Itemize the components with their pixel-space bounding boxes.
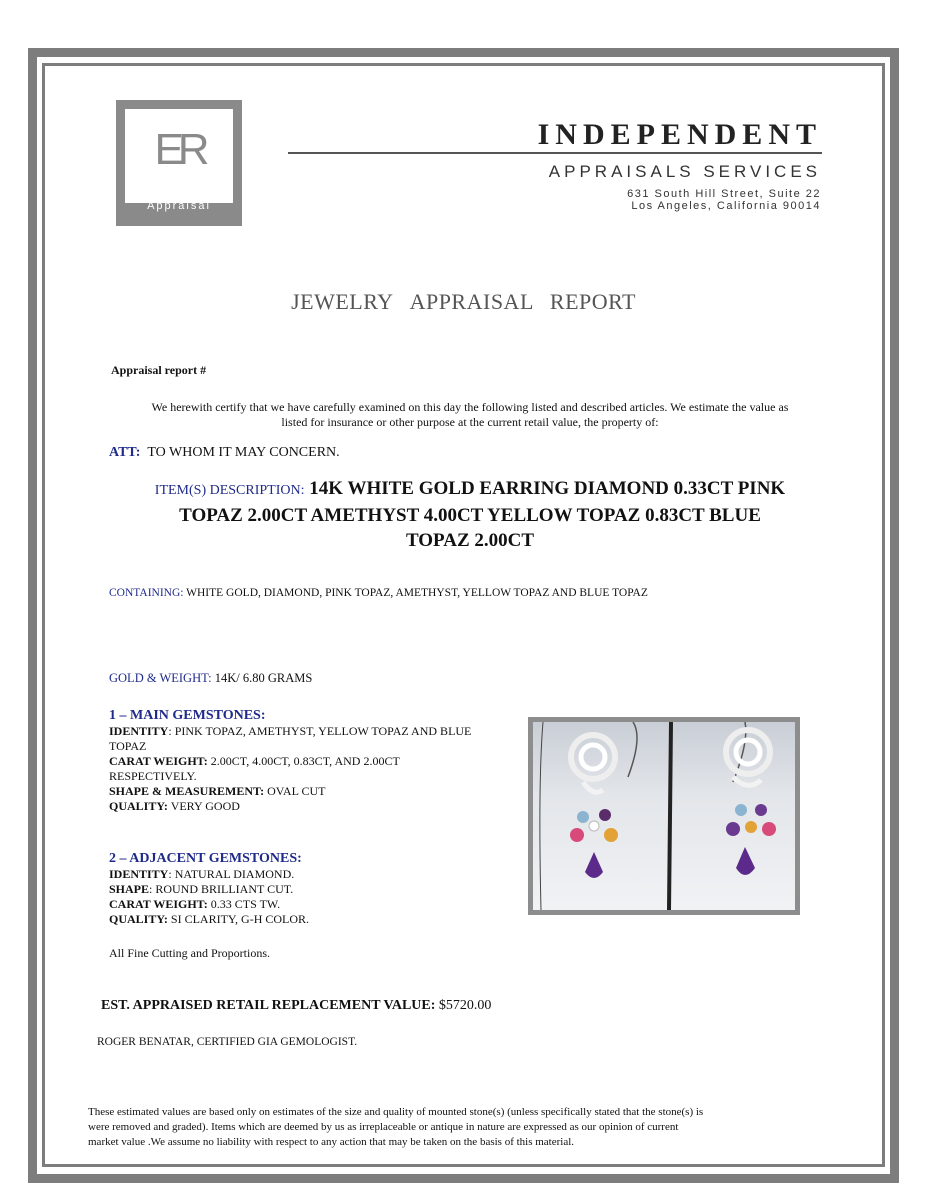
appraised-value-line: EST. APPRAISED RETAIL REPLACEMENT VALUE: $5720.00	[101, 998, 492, 1013]
att-line: ATT: TO WHOM IT MAY CONCERN.	[109, 445, 340, 460]
earring-image	[533, 722, 795, 910]
logo-mark: ER	[154, 125, 204, 174]
main-gemstones-section: 1 – MAIN GEMSTONES: IDENTITY: PINK TOPAZ, AMETHYST, YELLOW TOPAZ AND BLUE TOPAZ CARAT WEIGHT: 2.00CT, 4.00CT, 0.83CT, AND 2.00CT RESPECTIVELY. SHAPE & MEASUREMENT: OVAL CUT QUALITY: VERY GOOD	[109, 708, 509, 814]
report-title: JEWELRY APPRAISAL REPORT	[291, 289, 636, 314]
earring-photo	[528, 717, 800, 915]
containing-line: CONTAINING: WHITE GOLD, DIAMOND, PINK TOPAZ, AMETHYST, YELLOW TOPAZ AND BLUE TOPAZ	[109, 587, 648, 599]
gemologist-signature: ROGER BENATAR, CERTIFIED GIA GEMOLOGIST.	[97, 1036, 358, 1048]
gold-weight-line: GOLD & WEIGHT: 14K/ 6.80 GRAMS	[109, 671, 313, 685]
address-line-2: Los Angeles, California 90014	[631, 200, 821, 212]
company-name: INDEPENDENT	[537, 118, 822, 151]
certify-line-2: listed for insurance or other purpose at the current retail value, the property of:	[281, 415, 659, 429]
adjacent-gemstones-section: 2 – ADJACENT GEMSTONES: IDENTITY: NATURAL DIAMOND. SHAPE: ROUND BRILLIANT CUT. CARAT WEIGHT: 0.33 CTS TW. QUALITY: SI CLARITY, G-H COLOR.	[109, 851, 509, 927]
logo-subtitle: Appraisal	[147, 200, 211, 212]
company-subtitle: APPRAISALS SERVICES	[548, 162, 821, 181]
header-divider	[288, 152, 822, 154]
appraised-value-amount: $5720.00	[438, 998, 492, 1013]
address-line-1: 631 South Hill Street, Suite 22	[627, 188, 821, 200]
report-number-label: Appraisal report #	[111, 363, 207, 377]
disclaimer: These estimated values are based only on estimates of the size and quality of mounted stone(s) (unless specifically stated that the stone(s) is were removed and graded). Items which are deemed by us as irreplaceable or antique in nature are expressed as our opinion of current market value .We assume no liability with respect to any action that may be taken on the basis of this material.	[88, 1106, 704, 1148]
certify-line-1: We herewith certify that we have carefully examined on this day the following listed and described articles. We estimate the value as	[151, 400, 789, 414]
adjacent-gemstones-heading: 2 – ADJACENT GEMSTONES:	[109, 851, 302, 866]
main-gemstones-heading: 1 – MAIN GEMSTONES:	[109, 708, 266, 723]
company-logo	[116, 100, 242, 226]
item-description: ITEM(S) DESCRIPTION: 14K WHITE GOLD EARRING DIAMOND 0.33CT PINK TOPAZ 2.00CT AMETHYST 4.00CT YELLOW TOPAZ 0.83CT BLUE TOPAZ 2.00CT	[154, 478, 786, 551]
fine-cutting-note: All Fine Cutting and Proportions.	[109, 946, 271, 960]
